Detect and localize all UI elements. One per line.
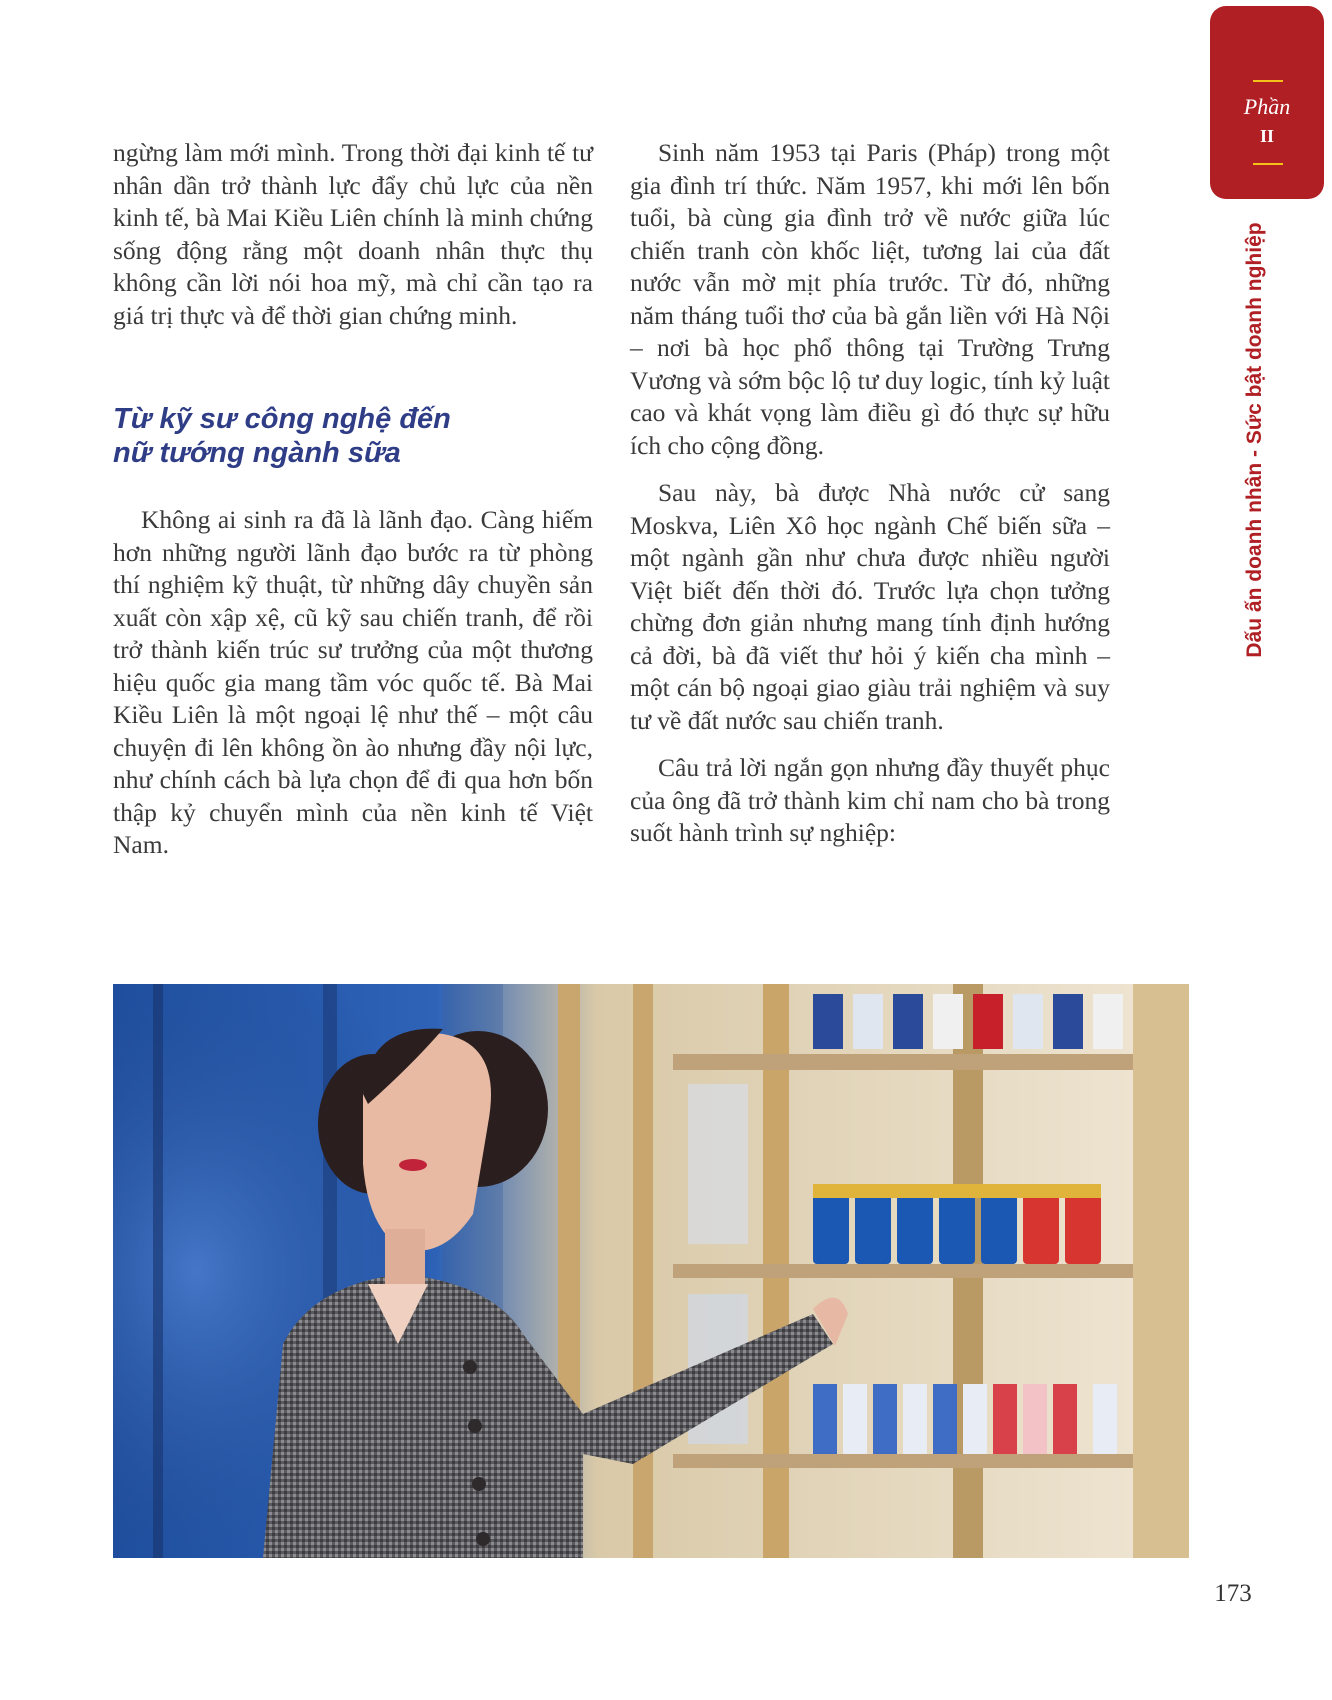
body-paragraph: ngừng làm mới mình. Trong thời đại kinh tế tư nhân dần trở thành lực đẩy chủ lực của nền kinh tế, bà Mai Kiều Liên chính là minh chứng sống động rằng một doanh nhân thực thụ không cần lời nói hoa mỹ, mà chỉ cần tạo ra giá trị thực và để thời gian chứng minh. <box>113 138 593 330</box>
chapter-label: Phần <box>1243 94 1291 119</box>
portrait-photo <box>113 984 1189 1558</box>
body-paragraph: Câu trả lời ngắn gọn nhưng đầy thuyết phục của ông đã trở thành kim chỉ nam cho bà trong suốt hành trình sự nghiệp: <box>630 753 1110 847</box>
left-column <box>113 137 593 862</box>
photo-illustration <box>113 984 1189 1558</box>
chapter-tab <box>1210 6 1324 199</box>
chapter-numeral: II <box>1259 126 1274 146</box>
body-paragraph: Không ai sinh ra đã là lãnh đạo. Càng hiếm hơn những người lãnh đạo bước ra từ phòng thí nghiệm kỹ thuật, từ những dây chuyền sản xuất còn xập xệ, cũ kỹ sau chiến tranh, để rồi trở thành kiến trúc sư trưởng của một thương hiệu quốc gia mang tầm vóc quốc tế. Bà Mai Kiều Liên là một ngoại lệ như thế – một câu chuyện đi lên không ồn ào nhưng đầy nội lực, như chính cách bà lựa chọn để đi qua hơn bốn thập kỷ chuyển mình của nền kinh tế Việt Nam. <box>113 505 593 859</box>
tab-divider-bottom <box>1253 163 1283 165</box>
right-column <box>630 137 1110 850</box>
section-heading: Từ kỹ sư công nghệ đến nữ tướng ngành sữa <box>113 403 451 469</box>
body-paragraph: Sinh năm 1953 tại Paris (Pháp) trong một gia đình trí thức. Năm 1957, khi mới lên bốn tuổi, bà cùng gia đình trở về nước giữa lúc chiến tranh còn khốc liệt, tương lai của đất nước vẫn mờ mịt phía trước. Từ đó, những năm tháng tuổi thơ của bà gắn liền với Hà Nội – nơi bà học phổ thông tại Trường Trưng Vương và sớm bộc lộ tư duy logic, tính kỷ luật cao và khát vọng làm điều gì đó thực sự hữu ích cho cộng đồng. <box>630 138 1110 460</box>
tab-divider-top <box>1253 80 1283 82</box>
page-number: 173 <box>1214 1580 1252 1607</box>
body-paragraph: Sau này, bà được Nhà nước cử sang Moskva, Liên Xô học ngành Chế biến sữa – một ngành gần như chưa được nhiều người Việt biết đến thời đó. Trước lựa chọn tưởng chừng đơn giản nhưng mang tính định hướng cả đời, bà đã viết thư hỏi ý kiến cha mình – một cán bộ ngoại giao giàu trải nghiệm và suy tư về đất nước sau chiến tranh. <box>630 478 1110 735</box>
